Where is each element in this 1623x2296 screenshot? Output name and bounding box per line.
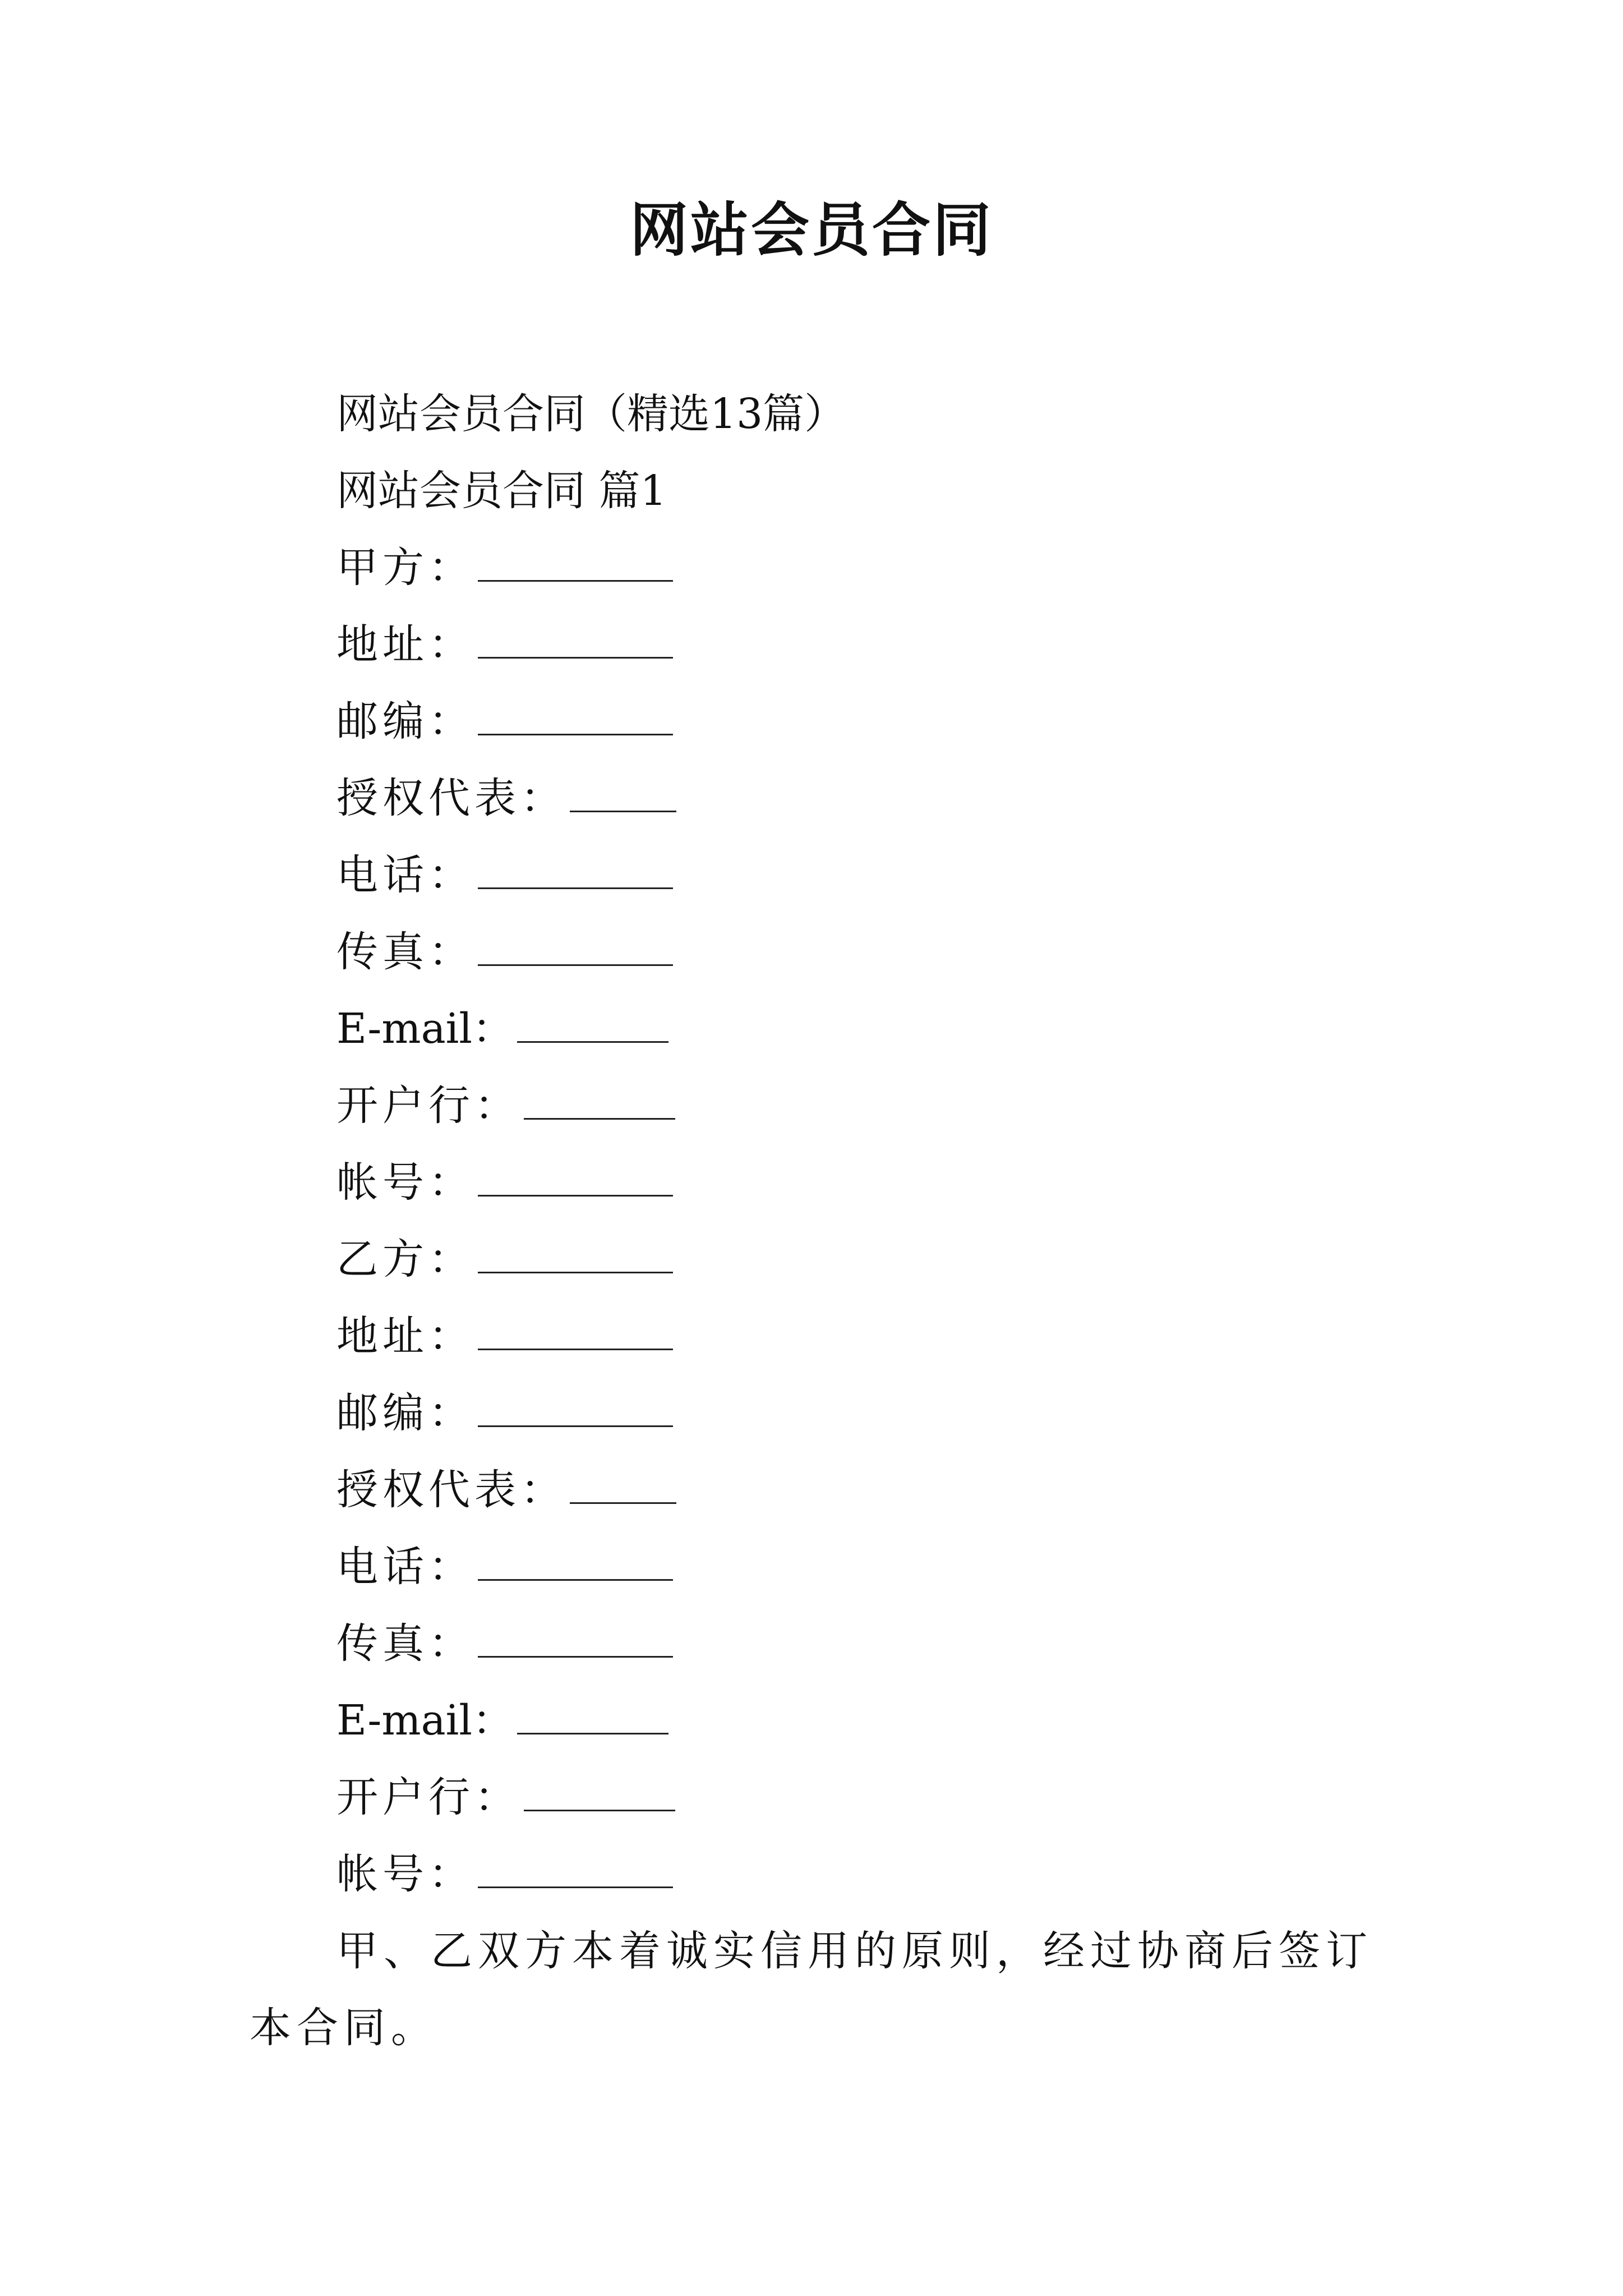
- party-a-postcode-row: [250, 683, 1388, 760]
- party-b-postcode-blank: [478, 1391, 673, 1427]
- party-b-address-blank: [478, 1314, 673, 1350]
- intro-paragraph: 甲、乙双方本着诚实信用的原则，经过协商后签订本合同。: [250, 1927, 1373, 2052]
- party-a-postcode-blank: [478, 699, 673, 735]
- party-b-phone-row: [250, 1529, 1388, 1605]
- party-b-phone-blank: [478, 1544, 673, 1581]
- party-b-address-label: 地址：: [336, 1312, 474, 1360]
- party-a-bank-row: [250, 1068, 1388, 1144]
- document-body: [250, 376, 1388, 2067]
- party-b-representative-row: [250, 1452, 1388, 1529]
- section-heading: 网站会员合同 篇1: [336, 467, 667, 515]
- party-a-postcode-label: 邮编：: [336, 697, 474, 746]
- party-b-representative-blank: [570, 1467, 676, 1504]
- party-b-account-row: [250, 1836, 1388, 1913]
- party-a-representative-blank: [570, 776, 676, 812]
- party-a-address-label: 地址：: [336, 620, 474, 669]
- party-a-email-blank: [517, 1006, 668, 1043]
- party-b-fax-row: [250, 1605, 1388, 1682]
- party-b-name-row: [250, 1221, 1388, 1298]
- party-b-email-label: E-mail：: [336, 1696, 514, 1745]
- party-b-bank-label: 开户行：: [336, 1773, 520, 1821]
- party-a-phone-blank: [478, 853, 673, 889]
- party-a-phone-row: [250, 837, 1388, 914]
- party-a-email-label: E-mail：: [336, 1005, 514, 1053]
- party-a-bank-label: 开户行：: [336, 1082, 520, 1130]
- party-a-fax-blank: [478, 930, 673, 966]
- party-b-bank-row: [250, 1759, 1388, 1836]
- party-a-account-blank: [478, 1160, 673, 1197]
- party-a-email-row: [250, 991, 1388, 1068]
- party-a-account-label: 帐号：: [336, 1158, 474, 1207]
- party-a-fax-row: [250, 914, 1388, 991]
- party-b-bank-blank: [524, 1775, 675, 1811]
- party-b-account-blank: [478, 1852, 673, 1888]
- party-b-name-blank: [478, 1237, 673, 1273]
- party-a-address-row: [250, 606, 1388, 683]
- party-b-fax-blank: [478, 1621, 673, 1658]
- party-b-account-label: 帐号：: [336, 1850, 474, 1898]
- party-a-representative-row: [250, 760, 1388, 837]
- party-a-fax-label: 传真：: [336, 928, 474, 976]
- party-a-phone-label: 电话：: [336, 851, 474, 899]
- party-b-postcode-row: [250, 1375, 1388, 1452]
- party-b-phone-label: 电话：: [336, 1543, 474, 1591]
- party-b-representative-label: 授权代表：: [336, 1466, 566, 1514]
- party-b-fax-label: 传真：: [336, 1619, 474, 1668]
- party-b-email-blank: [517, 1698, 668, 1734]
- party-a-name-label: 甲方：: [336, 544, 474, 592]
- party-a-name-blank: [478, 545, 673, 582]
- document-title: 网站会员合同: [629, 195, 993, 264]
- party-a-bank-blank: [524, 1083, 675, 1120]
- party-a-name-row: [250, 530, 1388, 606]
- party-b-name-label: 乙方：: [336, 1235, 474, 1283]
- party-b-email-row: [250, 1682, 1388, 1759]
- party-b-address-row: [250, 1298, 1388, 1375]
- document-heading: 网站会员合同（精选13篇）: [336, 390, 846, 438]
- party-b-postcode-label: 邮编：: [336, 1389, 474, 1437]
- party-a-representative-label: 授权代表：: [336, 774, 566, 822]
- party-a-account-row: [250, 1144, 1388, 1221]
- party-a-address-blank: [478, 622, 673, 659]
